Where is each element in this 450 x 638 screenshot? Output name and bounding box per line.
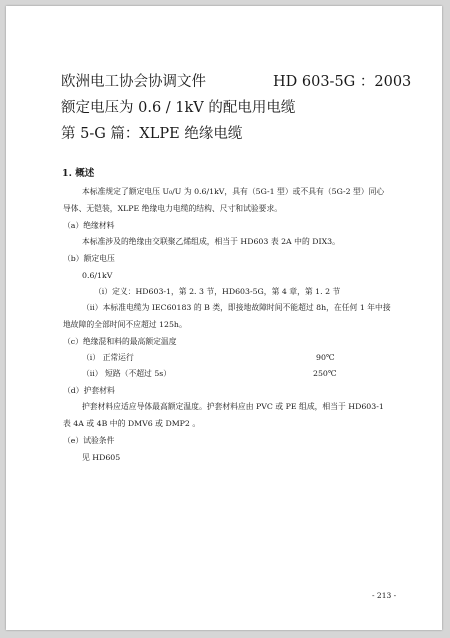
item-c-row1-label: （i） 正常运行 <box>82 353 134 362</box>
item-d-line-1: 护套材料应适应导体最高额定温度。护套材料应由 PVC 或 PE 组成，相当于 HD603-1 <box>82 402 384 411</box>
item-a-text: 本标准涉及的绝缘由交联聚乙烯组成，相当于 HD603 表 2A 中的 DIX3。 <box>82 237 340 246</box>
item-d-line-2: 表 4A 或 4B 中的 DMV6 或 DMP2 。 <box>63 419 201 428</box>
item-b-ii-line-1: （ii）本标准电缆为 IEC60183 的 B 类，即接地故障时间不能超过 8h，在任何 1 年中接 <box>82 303 391 312</box>
item-c-row1-value: 90℃ <box>316 353 335 362</box>
org-title: 欧洲电工协会协调文件 <box>61 74 206 90</box>
item-c-row2-value: 250℃ <box>313 369 337 378</box>
document-page <box>6 6 442 630</box>
item-e-text: 见 HD605 <box>82 453 121 462</box>
item-b-label: （b）额定电压 <box>63 254 115 263</box>
page-number: - 213 - <box>372 591 397 600</box>
item-c-row2-label: （ii） 短路（不超过 5s） <box>82 369 172 378</box>
section-heading: 1. 概述 <box>62 168 95 179</box>
item-b-value: 0.6/1kV <box>82 271 113 280</box>
item-b-ii-line-2: 地故障的全部时间不应超过 125h。 <box>63 320 187 329</box>
item-d-label: （d）护套材料 <box>63 386 115 395</box>
item-a-label: （a）绝缘材料 <box>63 221 115 230</box>
document-title: 额定电压为 0.6 / 1kV 的配电用电缆 <box>61 100 296 116</box>
item-b-i: （i）定义：HD603-1，第 2. 3 节，HD603-5G，第 4 章，第 1. 2 节 <box>94 287 341 296</box>
part-title: 第 5-G 篇：XLPE 绝缘电缆 <box>61 126 243 142</box>
item-c-label: （c）绝缘混和料的最高额定温度 <box>63 337 177 346</box>
intro-line-2: 导体、无铠装，XLPE 绝缘电力电缆的结构、尺寸和试验要求。 <box>63 204 283 213</box>
intro-line-1: 本标准规定了额定电压 U₀/U 为 0.6/1kV，具有（5G-1 型）或不具有（5G-2 型）同心 <box>82 187 385 196</box>
item-e-label: （e）试验条件 <box>63 436 115 445</box>
standard-code: HD 603-5G ：2003 <box>273 74 412 90</box>
